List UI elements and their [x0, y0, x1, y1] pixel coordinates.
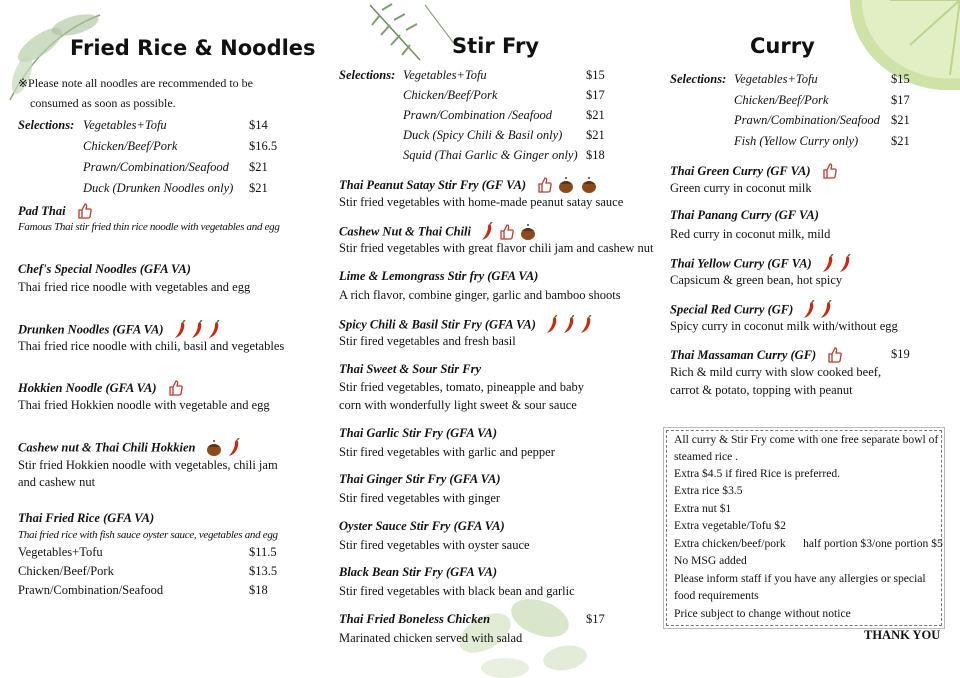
dish-description: Red curry in coconut milk, mild: [670, 227, 831, 241]
dish-description: and cashew nut: [18, 475, 96, 489]
dish-fried-boneless-chicken: Thai Fried Boneless Chicken: [339, 612, 491, 626]
rice-price: $11.5: [249, 545, 277, 559]
selections-label: Selections:: [18, 118, 75, 132]
nut-icon: [557, 176, 575, 194]
dish-peanut-satay: [339, 176, 599, 194]
dish-spicy-chili-basil: [339, 315, 593, 335]
chili-icon: [208, 320, 220, 340]
note-line: Extra nut $1: [674, 502, 732, 515]
rice-option: Vegetables+Tofu: [18, 545, 103, 559]
note-line: Extra rice $3.5: [674, 484, 743, 497]
dish-description: Rich & mild curry with slow cooked beef,: [670, 365, 882, 379]
dish-description: Stir fried Hokkien noodle with vegetables, chili jam: [18, 458, 278, 472]
dish-name: Special Red Curry (GF): [670, 302, 794, 317]
chili-icon: [546, 315, 558, 335]
dish-description: Thai fried rice noodle with vegetables and egg: [18, 280, 251, 294]
chili-icon: [820, 300, 832, 320]
selections-label: Selections:: [670, 72, 727, 86]
section-title-curry: Curry: [750, 34, 815, 58]
selection-price: $17: [586, 88, 605, 102]
dish-description: Stir fired vegetables with black bean and garlic: [339, 584, 575, 598]
thumbs-up-icon: [826, 346, 842, 364]
dish-garlic-stir-fry: Thai Garlic Stir Fry (GFA VA): [339, 426, 498, 440]
dish-massaman-curry: [670, 346, 843, 364]
selection-option: Squid (Thai Garlic & Ginger only): [403, 148, 578, 162]
dish-lime-lemongrass: Lime & Lemongrass Stir fry (GFA VA): [339, 269, 539, 283]
nut-icon: [519, 223, 537, 241]
dish-yellow-curry: [670, 254, 852, 274]
selection-price: $15: [586, 68, 605, 82]
dish-description: Stir fried vegetables, tomato, pineapple and baby: [339, 380, 585, 394]
selection-option: Vegetables+Tofu: [403, 68, 487, 82]
dish-cashew-nut-thai-chili: [339, 222, 538, 242]
dish-name: Pad Thai: [18, 204, 66, 218]
thumbs-up-icon: [167, 379, 183, 397]
selection-price: $21: [586, 108, 605, 122]
chili-icon: [563, 315, 575, 335]
selection-option: Vegetables+Tofu: [83, 118, 167, 132]
selection-price: $15: [891, 72, 910, 86]
dish-name: Thai Massaman Curry (GF): [670, 348, 817, 362]
chili-icon: [822, 254, 834, 274]
selections-label: Selections:: [339, 68, 396, 82]
rice-option: Prawn/Combination/Seafood: [18, 583, 164, 597]
selection-price: $18: [586, 148, 605, 162]
selection-price: $21: [249, 181, 268, 195]
dish-description: Thai fried rice with fish sauce oyster sauce, vegetables and egg: [18, 529, 278, 541]
selection-option: Duck (Drunken Noodles only): [83, 181, 234, 195]
dish-pad-thai: [18, 202, 93, 220]
dish-description: Thai fried rice noodle with chili, basil and vegetables: [18, 339, 285, 353]
selection-option: Chicken/Beef/Pork: [83, 139, 178, 153]
note-line: Extra chicken/beef/pork half portion $3/one portion $5: [674, 537, 943, 550]
dish-sweet-sour: Thai Sweet & Sour Stir Fry: [339, 362, 482, 376]
dish-description: Stir fired vegetables with garlic and pepper: [339, 445, 555, 459]
dish-price: $17: [586, 612, 605, 626]
dish-special-red-curry: [670, 300, 833, 320]
dish-name: Cashew nut & Thai Chili Hokkien: [18, 440, 196, 455]
note-line: All curry & Stir Fry come with one free separate bowl of: [674, 433, 939, 446]
thumbs-up-icon: [821, 162, 837, 180]
selection-price: $21: [249, 160, 268, 174]
dish-name: Drunken Noodles (GFA VA): [18, 322, 164, 337]
thumbs-up-icon: [76, 202, 92, 220]
dish-name: Thai Peanut Satay Stir Fry (GF VA): [339, 178, 527, 192]
selection-option: Prawn/Combination/Seafood: [83, 160, 229, 174]
selection-option: Duck (Spicy Chili & Basil only): [403, 128, 563, 142]
dish-name: Thai Yellow Curry (GF VA): [670, 256, 812, 271]
selection-price: $21: [586, 128, 605, 142]
dish-ginger-stir-fry: Thai Ginger Stir Fry (GFA VA): [339, 472, 501, 486]
selection-option: Prawn/Combination /Seafood: [403, 108, 552, 122]
selection-price: $16.5: [249, 139, 278, 153]
note-line: No MSG added: [674, 554, 747, 567]
dish-thai-fried-rice: Thai Fried Rice (GFA VA): [18, 511, 155, 525]
dish-name: Spicy Chili & Basil Stir Fry (GFA VA): [339, 317, 536, 332]
chili-icon: [191, 320, 203, 340]
selection-option: Prawn/Combination/Seafood: [734, 113, 880, 127]
nut-icon: [580, 176, 598, 194]
dish-price: $19: [891, 347, 910, 361]
chili-icon: [174, 320, 186, 340]
chili-icon: [228, 438, 240, 458]
selection-price: $21: [891, 113, 910, 127]
dish-black-bean: Black Bean Stir Fry (GFA VA): [339, 565, 498, 579]
dish-description: Capsicum & green bean, hot spicy: [670, 273, 843, 287]
section-title-fried-rice-noodles: Fried Rice & Noodles: [70, 36, 316, 60]
rice-price: $18: [249, 583, 268, 597]
section-title-stir-fry: Stir Fry: [452, 34, 540, 58]
dish-panang-curry: Thai Panang Curry (GF VA): [670, 208, 819, 222]
dish-chefs-special-noodles: Chef's Special Noodles (GFA VA): [18, 262, 191, 276]
chili-icon: [803, 300, 815, 320]
note-line: steamed rice .: [674, 450, 739, 463]
dish-description: Thai fried Hokkien noodle with vegetable and egg: [18, 398, 270, 412]
note-line: food requirements: [674, 589, 759, 602]
dish-cashew-hokkien: [18, 438, 241, 458]
selection-price: $21: [891, 134, 910, 148]
dish-description: Stir fired vegetables with ginger: [339, 491, 501, 505]
dish-name: Thai Green Curry (GF VA): [670, 164, 811, 178]
rice-price: $13.5: [249, 564, 278, 578]
selection-price: $14: [249, 118, 268, 132]
dish-description: Stir fried vegetables with great flavor chili jam and cashew nut: [339, 241, 654, 255]
dish-description: Stir fired vegetables with oyster sauce: [339, 538, 530, 552]
note-line: Please inform staff if you have any allergies or special: [674, 572, 926, 585]
dish-description: Marinated chicken served with salad: [339, 631, 523, 645]
dish-description: Stir fried vegetables with home-made peanut satay sauce: [339, 195, 624, 209]
note-line: Extra vegetable/Tofu $2: [674, 519, 786, 532]
dish-description: Stir fired vegetables and fresh basil: [339, 334, 516, 348]
noodle-note-line-1: ※Please note all noodles are recommended to be: [18, 76, 253, 90]
dish-green-curry: [670, 162, 838, 180]
extras-notes-box: [666, 430, 942, 626]
dish-oyster-sauce: Oyster Sauce Stir Fry (GFA VA): [339, 519, 505, 533]
rice-option: Chicken/Beef/Pork: [18, 564, 114, 578]
dish-description: Famous Thai stir fried thin rice noodle with vegetables and egg: [18, 221, 280, 233]
dish-name: Cashew Nut & Thai Chili: [339, 224, 471, 239]
chili-icon: [580, 315, 592, 335]
chili-icon: [481, 222, 493, 242]
dish-description: A rich flavor, combine ginger, garlic and bamboo shoots: [339, 288, 621, 302]
note-line: Price subject to change without notice: [674, 607, 851, 620]
selection-option: Fish (Yellow Curry only): [734, 134, 859, 148]
dish-description: Green curry in coconut milk: [670, 181, 812, 195]
selection-option: Chicken/Beef/Pork: [403, 88, 498, 102]
nut-icon: [205, 439, 223, 457]
thumbs-up-icon: [498, 223, 514, 241]
noodle-note-line-2: consumed as soon as possible.: [30, 96, 176, 110]
dish-description: corn with wonderfully light sweet & sour sauce: [339, 398, 577, 412]
dish-hokkien-noodle: [18, 379, 184, 397]
selection-option: Chicken/Beef/Pork: [734, 93, 829, 107]
thank-you-text: THANK YOU: [864, 628, 941, 642]
dish-description: carrot & potato, topping with peanut: [670, 383, 853, 397]
dish-name: Hokkien Noodle (GFA VA): [18, 381, 157, 395]
note-line: Extra $4.5 if fired Rice is preferred.: [674, 467, 841, 480]
selection-price: $17: [891, 93, 910, 107]
chili-icon: [839, 254, 851, 274]
dish-description: Spicy curry in coconut milk with/without egg: [670, 319, 898, 333]
selection-option: Vegetables+Tofu: [734, 72, 818, 86]
thumbs-up-icon: [536, 176, 552, 194]
dish-drunken-noodles: [18, 320, 221, 340]
